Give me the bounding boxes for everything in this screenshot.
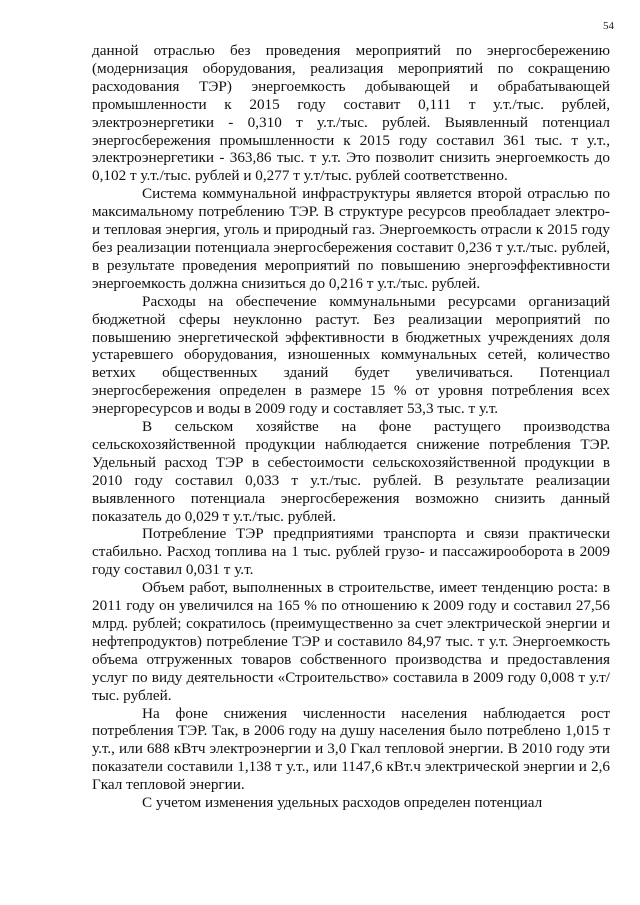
paragraph: В сельском хозяйстве на фоне растущего производства сельскохозяйственной продукции наблюдается снижение потребления ТЭР. Удельный расход ТЭР в себестоимости сельскохозяйственной продукции в 2010 году составил 0,033 т у.т./тыс. рублей. В результате реализации выявленного потенциала энергосбережения возможно снизить данный показатель до 0,029 т у.т./тыс. рублей. — [92, 418, 610, 525]
paragraph: Расходы на обеспечение коммунальными ресурсами организаций бюджетной сферы неуклонно растут. Без реализации мероприятий по повышению энергетической эффективности в бюджетных учреждениях доля устаревшего оборудования, изношенных коммунальных сетей, количество ветхих общественных зданий будет увеличиваться. Потенциал энергосбережения определен в размере 15 % от уровня потребления всех энергоресурсов и воды в 2009 году и составляет 53,3 тыс. т у.т. — [92, 292, 610, 418]
paragraph: Потребление ТЭР предприятиями транспорта и связи практически стабильно. Расход топлива на 1 тыс. рублей грузо- и пассажирооборота в 2009 году составил 0,031 т у.т. — [92, 525, 610, 579]
paragraph: данной отраслью без проведения мероприятий по энергосбережению (модернизация оборудования, реализация мероприятий по сокращению расходования ТЭР) энергоемкость добывающей и обрабатывающей промышленности к 2015 году составит 0,111 т у.т./тыс. рублей, электроэнергетики - 0,310 т у.т./тыс. рублей. Выявленный потенциал энергосбережения промышленности к 2015 году составил 361 тыс. т у.т., электроэнергетики - 363,86 тыс. т у.т. Это позволит снизить энергоемкость до 0,102 т у.т./тыс. рублей и 0,277 т у.т/тыс. рублей соответственно. — [92, 42, 610, 185]
paragraph: На фоне снижения численности населения наблюдается рост потребления ТЭР. Так, в 2006 году на душу населения было потреблено 1,015 т у.т., или 688 кВтч электроэнергии и 3,0 Гкал тепловой энергии. В 2010 году эти показатели составили 1,138 т у.т., или 1147,6 кВт.ч электрической энергии и 2,6 Гкал тепловой энергии. — [92, 704, 610, 794]
paragraph: С учетом изменения удельных расходов определен потенциал — [142, 794, 543, 812]
page-number: 54 — [603, 20, 614, 32]
body-text — [92, 42, 610, 812]
paragraph: Система коммунальной инфраструктуры является второй отраслью по максимальному потреблению ТЭР. В структуре ресурсов преобладает электро- и тепловая энергия, уголь и природный газ. Энергоемкость отрасли к 2015 году без реализации потенциала энергосбережения составит 0,236 т у.т./тыс. рублей, в результате проведения мероприятий по повышению энергоэффективности энергоемкость должна снизиться до 0,216 т у.т./тыс. рублей. — [92, 185, 610, 292]
paragraph: Объем работ, выполненных в строительстве, имеет тенденцию роста: в 2011 году он увеличился на 165 % по отношению к 2009 году и составил 27,56 млрд. рублей; сократилось (преимущественно за счет электрической энергии и нефтепродуктов) потребление ТЭР и составило 84,97 тыс. т у.т. Энергоемкость объема отгруженных товаров собственного производства и предоставления услуг по виду деятельности «Строительство» составила в 2009 году 0,008 т у.т/тыс. рублей. — [92, 579, 610, 704]
